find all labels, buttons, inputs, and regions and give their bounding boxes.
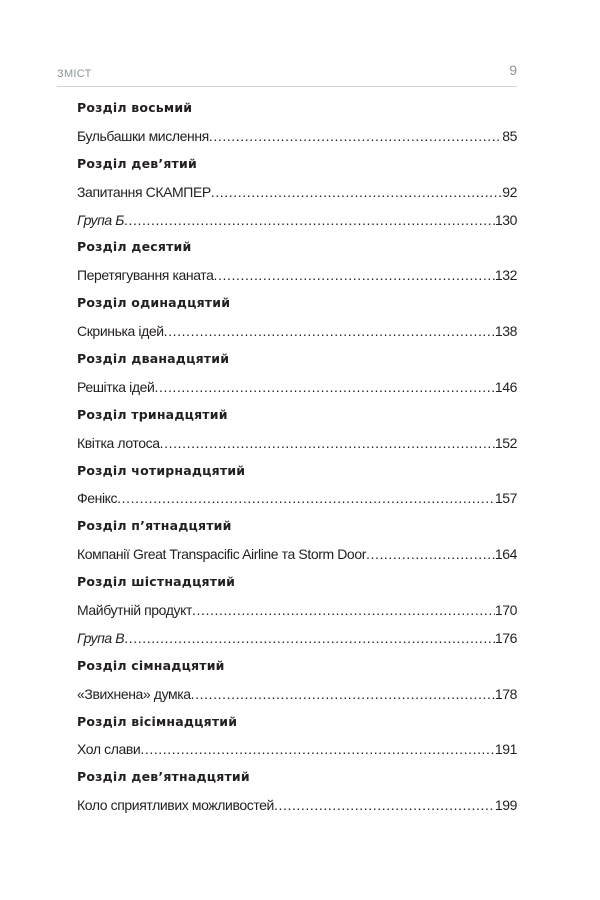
entry-title: Квітка лотоса xyxy=(77,434,160,451)
toc-entry[interactable] xyxy=(77,376,517,404)
toc-entry[interactable] xyxy=(77,627,517,655)
entry-title: Запитання СКАМПЕР xyxy=(77,183,211,200)
toc-entry[interactable] xyxy=(77,487,517,515)
dot-leader xyxy=(124,209,495,231)
dot-leader xyxy=(211,181,502,203)
dot-leader xyxy=(209,125,502,147)
chapter-heading: Розділ чотирнадцятий xyxy=(77,462,246,478)
entry-page-number: 164 xyxy=(494,546,517,563)
entry-title: Група В xyxy=(77,629,125,646)
entry-page-number: 130 xyxy=(494,211,517,228)
dot-leader xyxy=(191,683,495,705)
dot-leader xyxy=(154,376,494,398)
header-divider xyxy=(57,86,517,87)
entry-title: Коло сприятливих можливостей xyxy=(77,797,274,814)
running-header: ЗМІСТ xyxy=(57,68,92,80)
entry-page-number: 138 xyxy=(494,323,517,340)
entry-title: «Звихнена» думка xyxy=(77,685,191,702)
entry-title: Майбутній продукт xyxy=(77,602,193,619)
toc-entry[interactable] xyxy=(77,432,517,460)
entry-title: Група Б xyxy=(77,211,125,228)
toc-entry[interactable] xyxy=(77,125,517,153)
entry-title: Решітка ідей xyxy=(77,378,155,395)
entry-page-number: 170 xyxy=(494,602,517,619)
chapter-heading: Розділ десятий xyxy=(77,239,192,255)
dot-leader xyxy=(140,738,494,760)
entry-title: Компанії Great Transpacific Airline та Storm Door xyxy=(77,546,366,563)
chapter-heading: Розділ сімнадцятий xyxy=(77,657,225,673)
entry-title: Скринька ідей xyxy=(77,323,164,340)
entry-page-number: 85 xyxy=(502,127,517,144)
entry-page-number: 157 xyxy=(494,490,517,507)
dot-leader xyxy=(192,599,495,621)
entry-title: Бульбашки мислення xyxy=(77,127,209,144)
chapter-heading: Розділ дев’ятнадцятий xyxy=(77,769,250,785)
page-number: 9 xyxy=(509,62,517,78)
entry-page-number: 152 xyxy=(494,434,517,451)
toc-entry[interactable] xyxy=(77,181,517,209)
toc-entry[interactable] xyxy=(77,264,517,292)
chapter-heading: Розділ вісімнадцятий xyxy=(77,713,238,729)
chapter-heading: Розділ одинадцятий xyxy=(77,295,231,311)
toc-entry[interactable] xyxy=(77,683,517,711)
dot-leader xyxy=(274,794,495,816)
toc-entry[interactable] xyxy=(77,599,517,627)
dot-leader xyxy=(366,543,495,565)
dot-leader xyxy=(164,320,495,342)
chapter-heading: Розділ дев’ятий xyxy=(77,155,197,171)
dot-leader xyxy=(124,627,495,649)
entry-page-number: 178 xyxy=(494,685,517,702)
chapter-heading: Розділ п’ятнадцятий xyxy=(77,518,232,534)
entry-title: Фенікс xyxy=(77,490,118,507)
chapter-heading: Розділ тринадцятий xyxy=(77,406,228,422)
dot-leader xyxy=(214,264,495,286)
toc-entry[interactable] xyxy=(77,738,517,766)
toc-entry[interactable] xyxy=(77,320,517,348)
entry-page-number: 191 xyxy=(494,741,517,758)
toc-entry[interactable] xyxy=(77,794,517,822)
dot-leader xyxy=(117,487,495,509)
entry-title: Хол слави xyxy=(77,741,141,758)
table-of-contents xyxy=(77,97,517,822)
entry-page-number: 199 xyxy=(494,797,517,814)
entry-page-number: 132 xyxy=(494,267,517,284)
chapter-heading: Розділ шістнадцятий xyxy=(77,574,236,590)
entry-title: Перетягування каната xyxy=(77,267,214,284)
toc-entry[interactable] xyxy=(77,543,517,571)
entry-page-number: 92 xyxy=(502,183,517,200)
toc-entry[interactable] xyxy=(77,209,517,237)
chapter-heading: Розділ дванадцятий xyxy=(77,351,230,367)
dot-leader xyxy=(160,432,495,454)
entry-page-number: 146 xyxy=(494,378,517,395)
entry-page-number: 176 xyxy=(494,629,517,646)
chapter-heading: Розділ восьмий xyxy=(77,100,193,115)
